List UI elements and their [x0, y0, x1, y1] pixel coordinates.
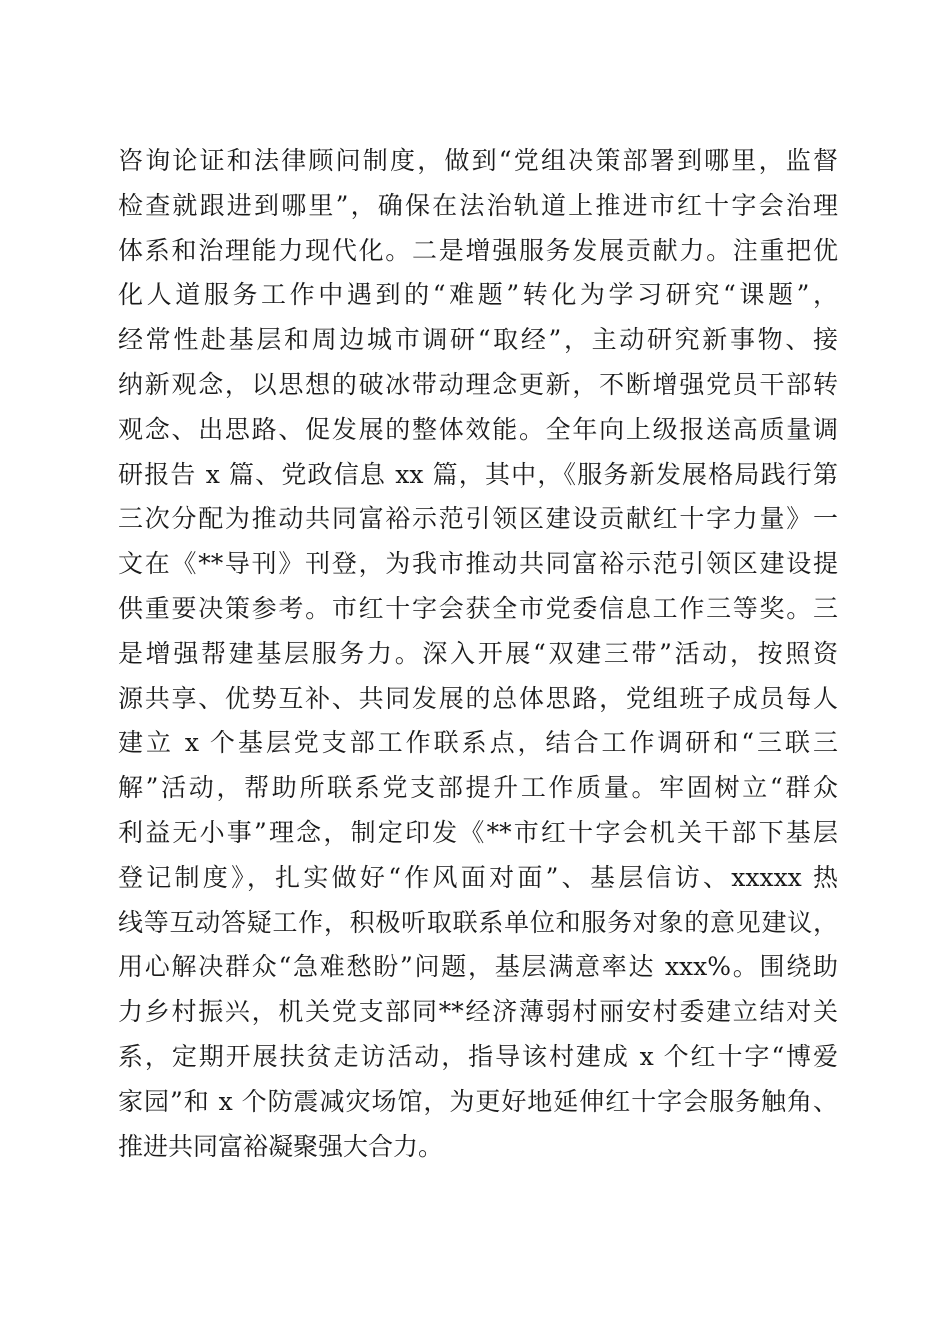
text-line: 解”活动，帮助所联系党支部提升工作质量。牢固树立“群众 — [118, 773, 838, 803]
text-line: 体系和治理能力现代化。二是增强服务发展贡献力。注重把优 — [118, 235, 838, 265]
text-line: 文在《**导刊》刊登，为我市推动共同富裕示范引领区建设提 — [118, 549, 838, 579]
text-line: 源共享、优势互补、共同发展的总体思路，党组班子成员每人 — [118, 683, 838, 713]
text-line: 供重要决策参考。市红十字会获全市党委信息工作三等奖。三 — [118, 593, 838, 623]
text-line: 利益无小事”理念，制定印发《**市红十字会机关干部下基层 — [118, 817, 838, 847]
text-line: 化人道服务工作中遇到的“难题”转化为学习研究“课题”， — [118, 280, 838, 310]
body-paragraph — [118, 139, 838, 1169]
text-line: 力乡村振兴，机关党支部同**经济薄弱村丽安村委建立结对关 — [118, 997, 838, 1027]
text-line: 推进共同富裕凝聚强大合力。 — [118, 1131, 444, 1161]
text-line: 是增强帮建基层服务力。深入开展“双建三带”活动，按照资 — [118, 638, 838, 668]
text-line: 检查就跟进到哪里”，确保在法治轨道上推进市红十字会治理 — [118, 190, 838, 220]
text-line: 线等互动答疑工作，积极听取联系单位和服务对象的意见建议， — [118, 907, 838, 937]
text-line: 咨询论证和法律顾问制度，做到“党组决策部署到哪里，监督 — [118, 146, 838, 175]
text-line: 观念、出思路、促发展的整体效能。全年向上级报送高质量调 — [118, 414, 838, 444]
text-line: 三次分配为推动共同富裕示范引领区建设贡献红十字力量》一 — [118, 504, 838, 534]
text-line: 研报告 x 篇、党政信息 xx 篇，其中，《服务新发展格局践行第 — [118, 459, 838, 489]
text-line: 系，定期开展扶贫走访活动，指导该村建成 x 个红十字“博爱 — [118, 1041, 838, 1071]
text-line: 经常性赴基层和周边城市调研“取经”，主动研究新事物、接 — [118, 325, 838, 355]
text-line: 用心解决群众“急难愁盼”问题，基层满意率达 xxx%。围绕助 — [118, 952, 838, 982]
text-line: 纳新观念，以思想的破冰带动理念更新，不断增强党员干部转 — [118, 369, 838, 399]
text-line: 建立 x 个基层党支部工作联系点，结合工作调研和“三联三 — [118, 728, 838, 758]
text-line: 登记制度》，扎实做好“作风面对面”、基层信访、xxxxx 热 — [118, 862, 838, 892]
text-line: 家园”和 x 个防震减灾场馆，为更好地延伸红十字会服务触角、 — [118, 1086, 838, 1116]
